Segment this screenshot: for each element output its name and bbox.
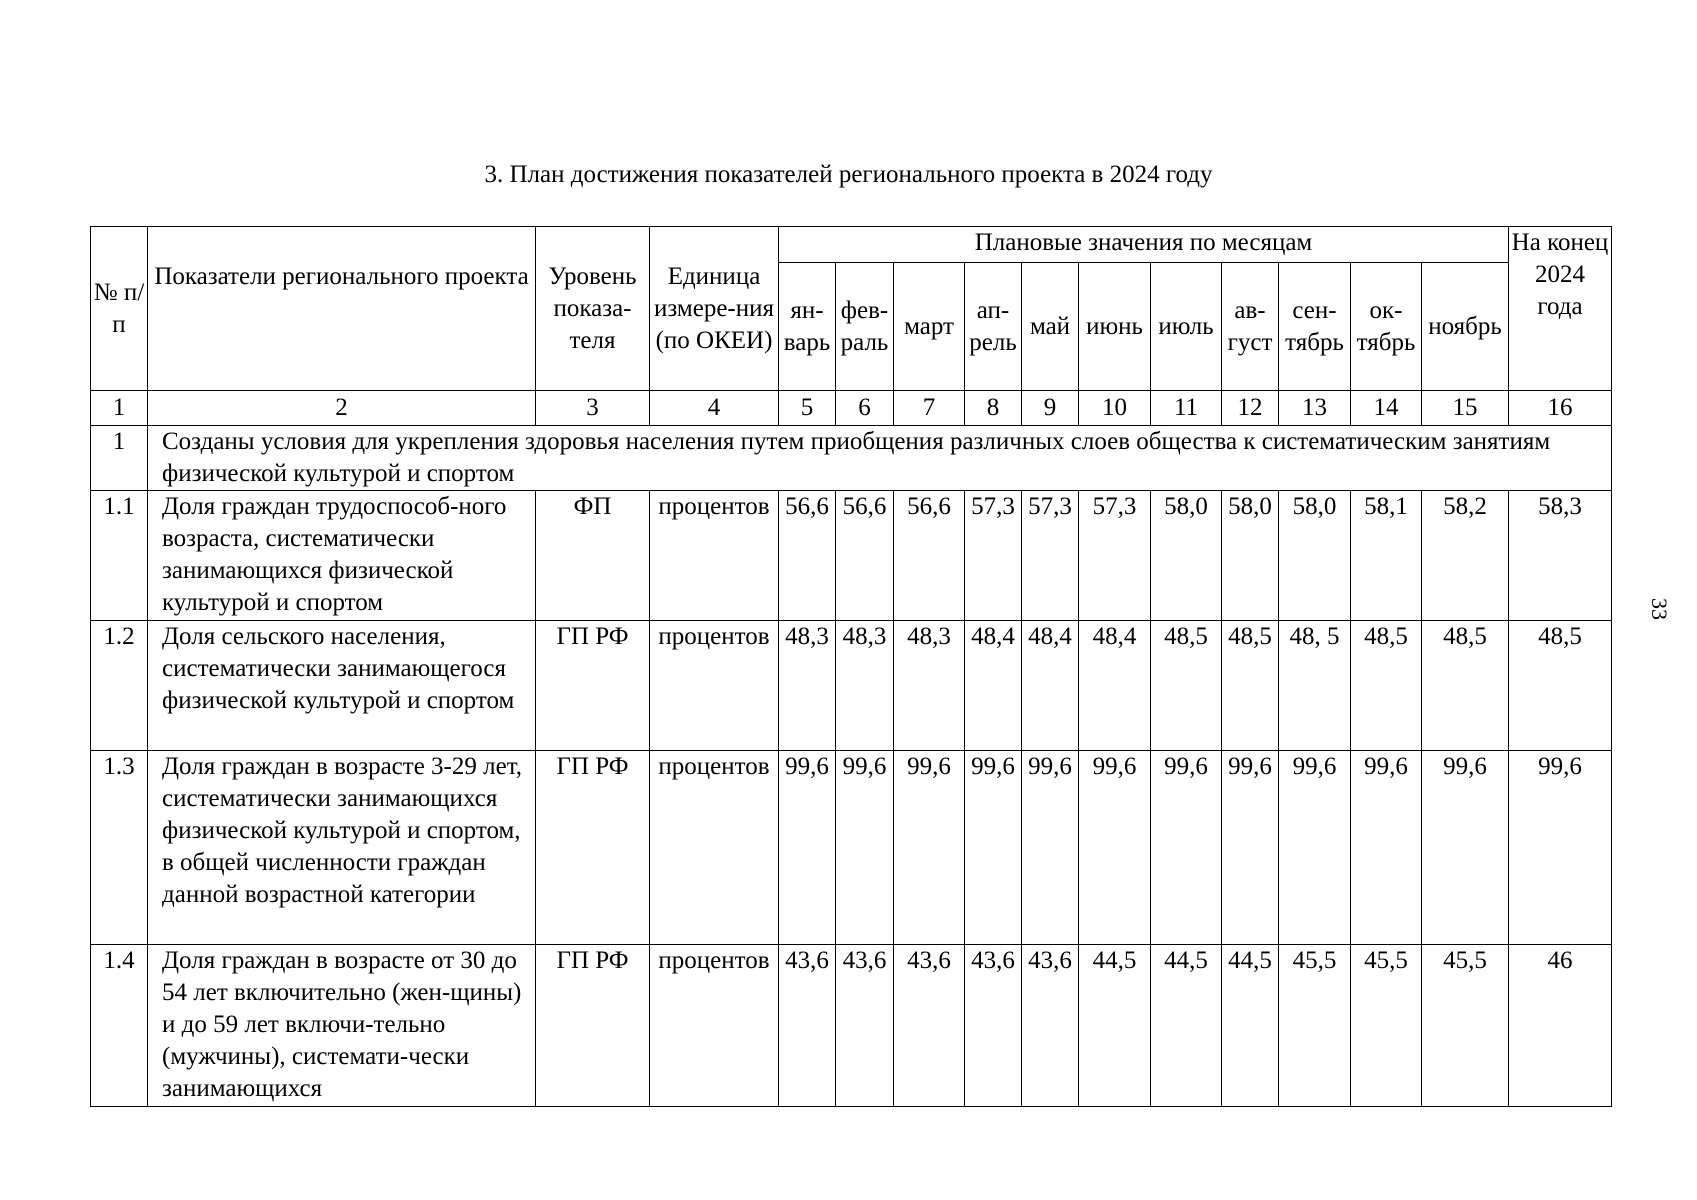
column-number: 1 bbox=[91, 391, 148, 426]
column-number: 13 bbox=[1279, 391, 1351, 426]
month-value: 57,3 bbox=[1022, 491, 1079, 621]
column-number: 9 bbox=[1022, 391, 1079, 426]
year-end-value: 46 bbox=[1509, 945, 1612, 1107]
month-value: 99,6 bbox=[965, 751, 1022, 945]
month-value: 48,3 bbox=[894, 621, 965, 751]
header-unit: Единица измере-ния (по ОКЕИ) bbox=[650, 227, 779, 391]
month-header: фев-раль bbox=[836, 263, 894, 391]
indicator-level: ГП РФ bbox=[536, 945, 650, 1107]
section-row bbox=[91, 426, 1612, 491]
month-header: ок-тябрь bbox=[1351, 263, 1422, 391]
document-title: 3. План достижения показателей регионального проекта в 2024 году bbox=[484, 161, 1213, 188]
column-number: 4 bbox=[650, 391, 779, 426]
month-value: 99,6 bbox=[1022, 751, 1079, 945]
column-number: 10 bbox=[1079, 391, 1151, 426]
table-row bbox=[91, 945, 1612, 1107]
column-number: 5 bbox=[779, 391, 836, 426]
month-value: 48,3 bbox=[779, 621, 836, 751]
month-value: 44,5 bbox=[1222, 945, 1279, 1107]
month-value: 43,6 bbox=[894, 945, 965, 1107]
month-value: 57,3 bbox=[965, 491, 1022, 621]
month-header: март bbox=[894, 263, 965, 391]
month-header: ав-густ bbox=[1222, 263, 1279, 391]
month-value: 56,6 bbox=[779, 491, 836, 621]
month-value: 99,6 bbox=[894, 751, 965, 945]
year-end-value: 48,5 bbox=[1509, 621, 1612, 751]
header-end: На конец 2024 года bbox=[1509, 227, 1612, 391]
month-value: 58,0 bbox=[1151, 491, 1222, 621]
month-value: 58,2 bbox=[1422, 491, 1509, 621]
month-value: 43,6 bbox=[779, 945, 836, 1107]
month-value: 58,1 bbox=[1351, 491, 1422, 621]
column-number: 6 bbox=[836, 391, 894, 426]
column-number: 11 bbox=[1151, 391, 1222, 426]
row-number: 1.4 bbox=[91, 945, 148, 1107]
indicators-table bbox=[90, 226, 1612, 1107]
row-number: 1.1 bbox=[91, 491, 148, 621]
month-value: 58,0 bbox=[1279, 491, 1351, 621]
month-value: 56,6 bbox=[836, 491, 894, 621]
column-number: 8 bbox=[965, 391, 1022, 426]
month-value: 48,3 bbox=[836, 621, 894, 751]
indicator-name: Доля граждан в возрасте 3-29 лет, систематически занимающихся физической культурой и спортом, в общей численности граждан данной возрастной категории bbox=[148, 751, 536, 945]
month-value: 99,6 bbox=[1279, 751, 1351, 945]
table-row bbox=[91, 621, 1612, 751]
header-level: Уровень показа-теля bbox=[536, 227, 650, 391]
column-number: 16 bbox=[1509, 391, 1612, 426]
section-number: 1 bbox=[91, 426, 148, 491]
month-value: 48, 5 bbox=[1279, 621, 1351, 751]
row-number: 1.2 bbox=[91, 621, 148, 751]
month-value: 56,6 bbox=[894, 491, 965, 621]
month-value: 99,6 bbox=[1422, 751, 1509, 945]
month-value: 99,6 bbox=[779, 751, 836, 945]
month-header: сен-тябрь bbox=[1279, 263, 1351, 391]
indicator-level: ФП bbox=[536, 491, 650, 621]
header-num: № п/п bbox=[91, 227, 148, 391]
month-value: 48,5 bbox=[1351, 621, 1422, 751]
column-number: 2 bbox=[148, 391, 536, 426]
month-value: 58,0 bbox=[1222, 491, 1279, 621]
indicator-name: Доля граждан трудоспособ-ного возраста, систематически занимающихся физической культурой и спортом bbox=[148, 491, 536, 621]
table-row bbox=[91, 751, 1612, 945]
month-value: 99,6 bbox=[1151, 751, 1222, 945]
month-value: 48,5 bbox=[1422, 621, 1509, 751]
month-value: 45,5 bbox=[1351, 945, 1422, 1107]
month-value: 48,4 bbox=[965, 621, 1022, 751]
column-number: 14 bbox=[1351, 391, 1422, 426]
column-number: 15 bbox=[1422, 391, 1509, 426]
indicator-name: Доля граждан в возрасте от 30 до 54 лет включительно (жен-щины) и до 59 лет включи-тельно (мужчины), системати-чески занимающихся bbox=[148, 945, 536, 1107]
indicator-unit: процентов bbox=[650, 945, 779, 1107]
month-header: ап-рель bbox=[965, 263, 1022, 391]
year-end-value: 58,3 bbox=[1509, 491, 1612, 621]
month-header: июль bbox=[1151, 263, 1222, 391]
month-value: 43,6 bbox=[965, 945, 1022, 1107]
month-value: 57,3 bbox=[1079, 491, 1151, 621]
month-value: 48,4 bbox=[1022, 621, 1079, 751]
column-number: 7 bbox=[894, 391, 965, 426]
table-row bbox=[91, 491, 1612, 621]
month-header: ноябрь bbox=[1422, 263, 1509, 391]
indicator-level: ГП РФ bbox=[536, 751, 650, 945]
month-value: 99,6 bbox=[1079, 751, 1151, 945]
indicator-name: Доля сельского населения, систематически занимающегося физической культурой и спортом bbox=[148, 621, 536, 751]
row-number: 1.3 bbox=[91, 751, 148, 945]
month-value: 43,6 bbox=[1022, 945, 1079, 1107]
month-value: 99,6 bbox=[836, 751, 894, 945]
page-number: 33 bbox=[1647, 598, 1672, 620]
month-value: 48,5 bbox=[1151, 621, 1222, 751]
month-value: 48,5 bbox=[1222, 621, 1279, 751]
month-header: июнь bbox=[1079, 263, 1151, 391]
month-header: ян-варь bbox=[779, 263, 836, 391]
month-value: 99,6 bbox=[1222, 751, 1279, 945]
month-value: 99,6 bbox=[1351, 751, 1422, 945]
month-value: 44,5 bbox=[1151, 945, 1222, 1107]
column-number: 12 bbox=[1222, 391, 1279, 426]
month-value: 44,5 bbox=[1079, 945, 1151, 1107]
header-indicator: Показатели регионального проекта bbox=[148, 227, 536, 391]
month-value: 45,5 bbox=[1422, 945, 1509, 1107]
column-number: 3 bbox=[536, 391, 650, 426]
indicator-unit: процентов bbox=[650, 621, 779, 751]
month-value: 45,5 bbox=[1279, 945, 1351, 1107]
column-number-row bbox=[91, 391, 1612, 426]
year-end-value: 99,6 bbox=[1509, 751, 1612, 945]
month-value: 48,4 bbox=[1079, 621, 1151, 751]
month-value: 43,6 bbox=[836, 945, 894, 1107]
header-plan: Плановые значения по месяцам bbox=[779, 227, 1509, 263]
indicator-unit: процентов bbox=[650, 491, 779, 621]
section-text: Созданы условия для укрепления здоровья населения путем приобщения различных слоев общества к систематическим занятиям физической культурой и спортом bbox=[148, 426, 1612, 491]
indicator-level: ГП РФ bbox=[536, 621, 650, 751]
month-header: май bbox=[1022, 263, 1079, 391]
indicator-unit: процентов bbox=[650, 751, 779, 945]
